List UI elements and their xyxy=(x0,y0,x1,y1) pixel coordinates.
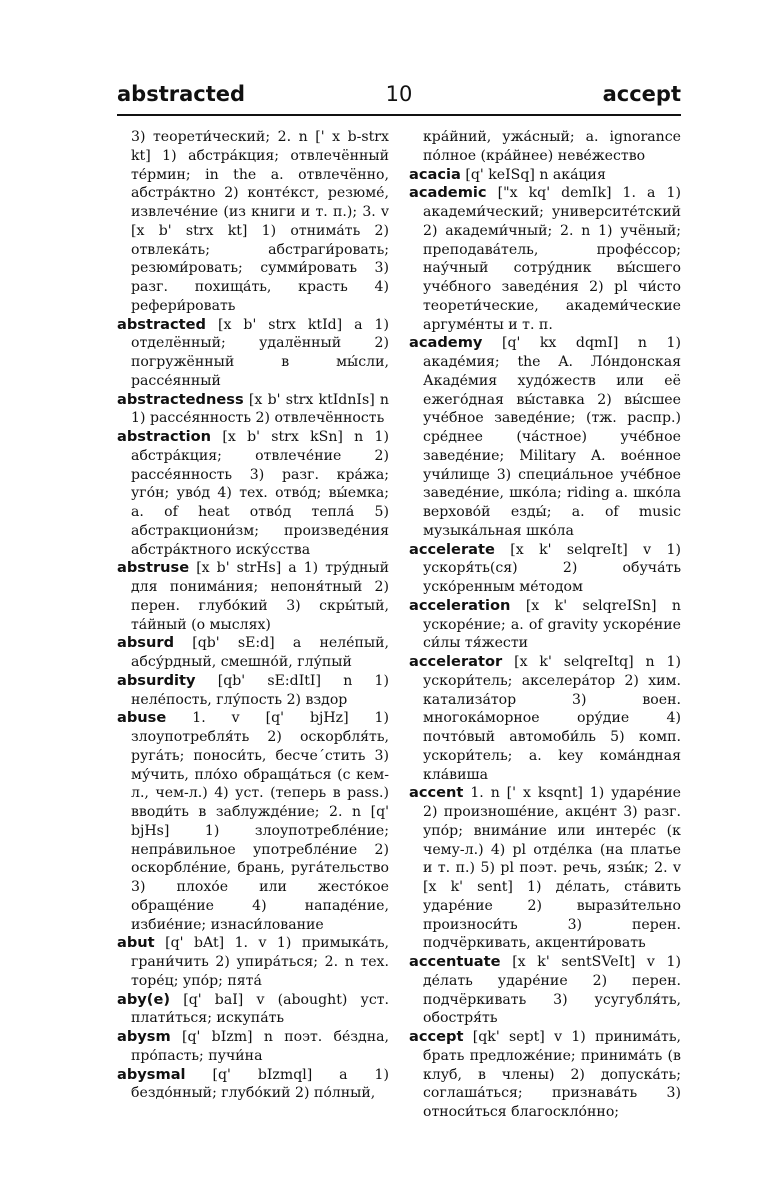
headword: accentuate xyxy=(409,953,501,970)
headword: accept xyxy=(409,1028,464,1045)
headword: accelerate xyxy=(409,540,495,558)
headword: abysm xyxy=(117,1028,171,1045)
headword: accent xyxy=(409,784,464,802)
headword: abuse xyxy=(117,709,167,727)
dictionary-entry: accentuate [x k' sentSVeIt] v 1) де́лать ударе́ние 2) перен. подчёркивать 3) усугубля́ть, обостря́ть xyxy=(409,953,681,1027)
left-column xyxy=(117,128,389,1103)
dictionary-entry: academy [q' kx dqmI] n 1) акаде́мия; the A. Ло́ндонская Акаде́мия худо́жеств или её ежего́дная вы́ставка 2) вы́сшее уче́бное заведе́ние; (тж. распр.) сре́днее (ча́стное) уче́бное заведе́ние; Military A. вое́нное учи́лище 3) специа́льное уче́бное заведе́ние, шко́ла; riding a. шко́ла верхово́й езды́; a. of music музыка́льная шко́ла xyxy=(409,334,682,539)
dictionary-entry: aby(e) [q' baI] v (abought) уст. плати́ться; искупа́ть xyxy=(117,990,389,1027)
headword: abstruse xyxy=(117,559,190,577)
headword: abut xyxy=(117,934,155,952)
headword: acacia xyxy=(409,165,461,183)
dictionary-entry: accept [qk' sept] v 1) принима́ть, брать предложе́ние; принима́ть (в клуб, в члены) 2) допуска́ть; соглаша́ться; признава́ть 3) относи́ться благоскло́нно; xyxy=(409,1028,681,1120)
dictionary-entry: abstracted [x b' strx ktId] a 1) отделённый; удалённый 2) погружённый в мы́сли, рассе́янный xyxy=(117,315,389,389)
running-header xyxy=(117,82,681,116)
headword: aby(e) xyxy=(117,990,171,1008)
dictionary-entry: absurdity [qb' sE:dItI] n 1) неле́пость, глу́пость 2) вздор xyxy=(117,671,389,708)
dictionary-entry: abstractedness [x b' strx ktIdnIs] n 1) рассе́янность 2) отвлечённость xyxy=(117,390,390,427)
dictionary-entry: abysm [q' bIzm] n поэт. бе́здна, про́пасть; пучи́на xyxy=(117,1028,389,1064)
headword: academic xyxy=(409,184,487,202)
dictionary-entry: accelerator [x k' selqreItq] n 1) ускори́тель; акселера́тор 2) хим. катализа́тор 3) воен. многока́морное ору́дие 4) почто́вый автомоби́ль 5) комп. ускори́тель; a. key кома́ндная кла́виша xyxy=(409,653,681,783)
dictionary-page xyxy=(117,82,682,1120)
headword: acceleration xyxy=(409,596,511,614)
dictionary-entry: accelerate [x k' selqreIt] v 1) ускоря́ть(ся) 2) обуча́ть уско́ренным ме́тодом xyxy=(409,540,681,595)
dictionary-entry: acceleration [x k' selqreISn] n ускоре́ние; a. of gravity ускоре́ние си́лы тя́жести xyxy=(409,596,681,652)
dictionary-entry: abstraction [x b' strx kSn] n 1) абстра́кция; отвлече́ние 2) рассе́янность 3) разг. кра́жа; уго́н; уво́д 4) тех. отво́д; вы́емка; a. of heat отво́д тепла́ 5) абстракциони́зм; произведе́ния абстра́ктного иску́сства xyxy=(117,428,390,558)
page-number: 10 xyxy=(385,82,413,106)
right-column xyxy=(409,128,681,1122)
dictionary-entry: accent 1. n [' x ksqnt] 1) ударе́ние 2) произноше́ние, акце́нт 3) разг. упо́р; внима́ние или интере́с (к чему-л.) 4) pl отде́лка (на платье и т. п.) 5) pl поэт. речь, язы́к; 2. v [x k' sent] 1) де́лать, ста́вить ударе́ние 2) вырази́тельно произноси́ть 3) перен. подчёркивать, акценти́ровать xyxy=(409,784,682,952)
dictionary-entry: absurd [qb' sE:d] a неле́пый, абсу́рдный, смешно́й, глу́пый xyxy=(117,634,389,670)
headword: absurdity xyxy=(117,671,196,689)
dictionary-entry: academic ["x kq' demIk] 1. a 1) академи́ческий; университе́тский 2) академи́чный; 2. n 1) учёный; преподава́тель, профе́ссор; нау́чный сотру́дник вы́сшего уче́бного заведе́ния 2) pl чи́сто теорети́ческие, академи́ческие аргуме́нты и т. п. xyxy=(409,184,681,333)
header-right-guide-word: accept xyxy=(602,82,681,106)
headword: abysmal xyxy=(117,1065,186,1083)
headword: accelerator xyxy=(409,653,503,670)
dictionary-entry: abstruse [x b' strHs] a 1) тру́дный для понима́ния; непоня́тный 2) перен. глубо́кий 3) скры́тый, та́йный (о мыслях) xyxy=(117,559,390,633)
dictionary-entry: abuse 1. v [q' bjHz] 1) злоупотребля́ть 2) оскорбля́ть, руга́ть; поноси́ть, бесчe´стить 3) му́чить, пло́хо обраща́ться (с кем-л., чем-л.) 4) уст. (теперь в pass.) вводи́ть в заблужде́ние; 2. n [q' bjHs] 1) злоупотребле́ние; непра́вильное употребле́ние 2) оскорбле́ние, брань, руга́тельство 3) плохо́е или жесто́кое обраще́ние 4) нападе́ние, избие́ние; изнаси́лование xyxy=(117,709,389,933)
dictionary-entry: acacia [q' keISq] n ака́ция xyxy=(409,165,606,183)
dictionary-entry: 3) теорети́ческий; 2. n [' x b-strx kt] 1) абстра́кция; отвлечённый те́рмин; in the a. отвлечённо, абстра́ктно 2) конте́кст, резюме́, извлече́ние (из книги и т. п.); 3. v [x b' strx kt] 1) отнима́ть 2) отвлека́ть; абстраги́ровать; резюми́ровать; сумми́ровать 3) разг. похища́ть, красть 4) рефери́ровать xyxy=(131,129,389,314)
dictionary-entry: кра́йний, ужа́сный; a. ignorance по́лное (кра́йнее) неве́жество xyxy=(423,129,681,164)
headword: abstracted xyxy=(117,315,206,333)
header-left-guide-word: abstracted xyxy=(117,82,246,106)
headword: abstractedness xyxy=(117,390,244,408)
headword: academy xyxy=(409,334,483,352)
dictionary-entry: abysmal [q' bIzmql] a 1) бездо́нный; глубо́кий 2) по́лный, xyxy=(117,1065,389,1102)
headword: abstraction xyxy=(117,428,212,445)
dictionary-entry: abut [q' bAt] 1. v 1) примыка́ть, грани́чить 2) упира́ться; 2. n тех. торе́ц; упо́р; пята́ xyxy=(117,934,389,989)
headword: absurd xyxy=(117,634,175,652)
